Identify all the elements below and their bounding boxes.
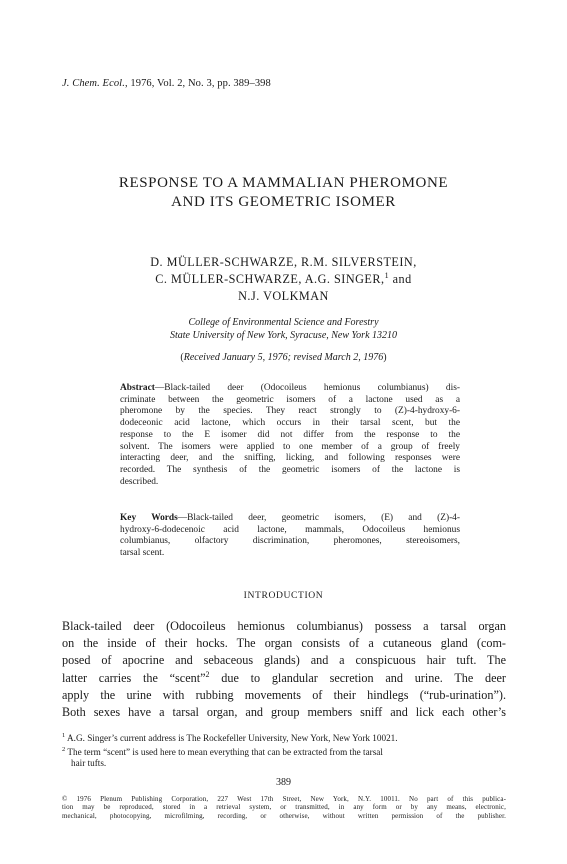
footnote-2-continued: hair tufts. xyxy=(71,758,107,769)
copyright-line: tion may be reproduced, stored in a retrieval system, or transmitted, in any form or by any means, electronic, xyxy=(62,803,506,812)
received-label: Received xyxy=(183,352,220,363)
received-text: January 5, 1976; revised March 2, 1976 xyxy=(219,352,384,363)
body-line: Both sexes have a tarsal organ, and group members sniff and lick each other’s xyxy=(62,705,506,720)
citation-details: , 1976, Vol. 2, No. 3, pp. 389–398 xyxy=(124,78,271,89)
footnote-1-mark: 1 xyxy=(62,732,66,739)
abstract-line-text: —Black-tailed deer (Odocoileus hemionus columbianus) dis- xyxy=(154,383,460,393)
keywords-label: Key Words xyxy=(120,513,178,523)
footnotes xyxy=(62,730,506,769)
abstract-line: dodeceonic acid lactone, which occurs in their tarsal scent, but the xyxy=(120,418,460,429)
received-dates xyxy=(40,352,527,363)
received-close-paren: ) xyxy=(383,352,387,363)
abstract-line: interacting deer, and the sniffing, licking, and following responses were xyxy=(120,453,460,464)
copyright-line: mechanical, photocopying, microfilming, recording, or otherwise, without written permission of the publisher. xyxy=(62,811,506,820)
article-title xyxy=(40,174,527,212)
title-line-2: AND ITS GEOMETRIC ISOMER xyxy=(171,194,396,210)
keywords-line: columbianus, olfactory discrimination, pheromones, stereoisomers, xyxy=(120,536,460,547)
body-line: on the inside of their hocks. The organ consists of a cutaneous gland (com- xyxy=(62,636,506,651)
body-line-part: latter carries the “scent” xyxy=(62,670,206,685)
body-line xyxy=(62,670,506,687)
abstract-line: solvent. The isomers were applied to one member of a group of freely xyxy=(120,441,460,452)
author-footnote-mark: 1 xyxy=(384,270,390,280)
page-number: 389 xyxy=(276,777,291,788)
affiliation xyxy=(40,316,527,342)
abstract-line xyxy=(120,383,460,395)
affiliation-line-1: College of Environmental Science and Forestry xyxy=(188,317,379,328)
authors-line-3: N.J. VOLKMAN xyxy=(238,289,329,303)
author-list xyxy=(40,254,527,305)
footnote-2 xyxy=(62,744,506,758)
affiliation-line-2: State University of New York, Syracuse, New York 13210 xyxy=(169,330,398,341)
authors-line-2 xyxy=(40,271,527,288)
abstract xyxy=(120,383,460,488)
abstract-line: pheromone by the species. They react strongly to (Z)-4-hydroxy-6- xyxy=(120,406,460,417)
body-line-part: due to glandular secretion and urine. The deer xyxy=(209,670,506,685)
copyright-notice xyxy=(62,795,506,820)
authors-line-2-text: C. MÜLLER-SCHWARZE, A.G. SINGER, xyxy=(155,272,385,286)
authors-line-2-and: and xyxy=(389,272,412,286)
body-line: apply the urine with rubbing movements of their hindlegs (“rub-urination”). xyxy=(62,687,506,702)
footnote-1 xyxy=(62,730,506,744)
journal-name: J. Chem. Ecol. xyxy=(62,78,125,89)
keywords-line-text: —Black-tailed deer, geometric isomers, (E) and (Z)-4- xyxy=(177,513,460,523)
keywords-line: hydroxy-6-dodecenoic acid lactone, mammals, Odocoileus hemionus xyxy=(120,524,460,535)
introduction-body xyxy=(62,618,506,721)
abstract-line: response to the E isomer did not differ from the response to the xyxy=(120,429,460,440)
body-line: Black-tailed deer (Odocoileus hemionus columbianus) possess a tarsal organ xyxy=(62,619,506,633)
title-line-1: RESPONSE TO A MAMMALIAN PHEROMONE xyxy=(118,175,449,191)
abstract-line: recorded. The synthesis of the geometric isomers of the lactone is xyxy=(120,464,460,475)
received-open-paren: ( xyxy=(180,352,184,363)
footnote-2-mark: 2 xyxy=(62,746,66,754)
journal-citation xyxy=(62,78,271,89)
key-words xyxy=(120,513,460,560)
abstract-line: described. xyxy=(120,476,159,487)
keywords-line xyxy=(120,513,460,525)
abstract-label: Abstract xyxy=(120,383,155,393)
authors-line-1: D. MÜLLER-SCHWARZE, R.M. SILVERSTEIN, xyxy=(150,255,417,269)
section-heading-introduction: INTRODUCTION xyxy=(243,590,324,601)
keywords-line: tarsal scent. xyxy=(120,548,165,559)
copyright-line: © 1976 Plenum Publishing Corporation, 227 West 17th Street, New York, N.Y. 10011. No part of this publica- xyxy=(62,795,506,803)
footnote-2-text: The term “scent” is used here to mean everything that can be extracted from the tarsal xyxy=(65,747,383,758)
body-line: posed of apocrine and sebaceous glands) and a conspicuous hair tuft. The xyxy=(62,653,506,668)
abstract-line: criminate between the geometric isomers of a lactone used as a xyxy=(120,394,460,405)
footnote-ref-2: 2 xyxy=(205,669,210,679)
footnote-1-text: A.G. Singer’s current address is The Rockefeller University, New York, New York 10021. xyxy=(65,733,398,744)
